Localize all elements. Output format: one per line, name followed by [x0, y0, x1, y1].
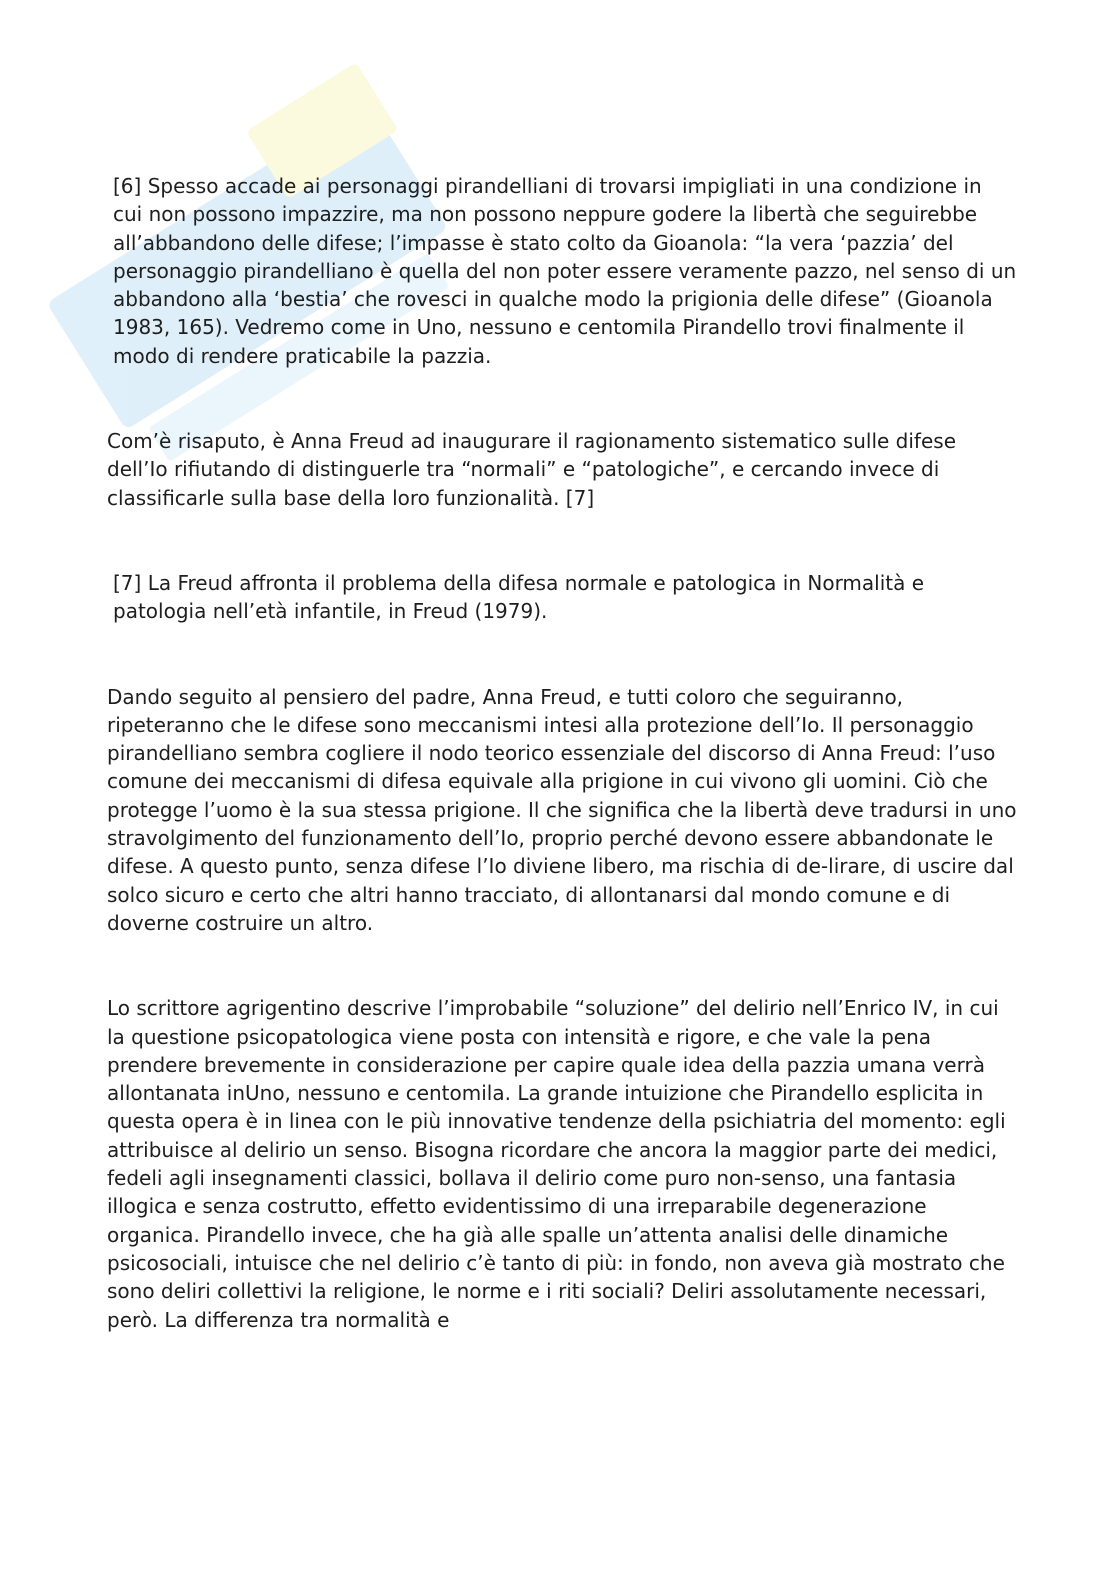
document-body	[107, 172, 1017, 1334]
paragraph-enrico-iv: Lo scrittore agrigentino descrive l’improbabile “soluzione” del delirio nell’Enrico IV, in cui la questione psicopatologica viene posta con intensità e rigore, e che vale la pena prendere brevemente in considerazione per capire quale idea della pazzia umana verrà allontanata inUno, nessuno e centomila. La grande intuizione che Pirandello esplicita in questa opera è in linea con le più innovative tendenze della psichiatria del momento: egli attribuisce al delirio un senso. Bisogna ricordare che ancora la maggior parte dei medici, fedeli agli insegnamenti classici, bollava il delirio come puro non-senso, una fantasia illogica e senza costrutto, effetto evidentissimo di una irreparabile degenerazione organica. Pirandello invece, che ha già alle spalle un’attenta analisi delle dinamiche psicosociali, intuisce che nel delirio c’è tanto di più: in fondo, non aveva già mostrato che sono deliri collettivi la religione, le norme e i riti sociali? Deliri assolutamente necessari, però. La differenza tra normalità e	[107, 996, 1006, 1332]
paragraph-difese-io: Dando seguito al pensiero del padre, Anna Freud, e tutti coloro che seguiranno, ripeteranno che le difese sono meccanismi intesi alla protezione dell’Io. Il personaggio pirandelliano sembra cogliere il nodo teorico essenziale del discorso di Anna Freud: l’uso comune dei meccanismi di difesa equivale alla prigione in cui vivono gli uomini. Ciò che protegge l’uomo è la sua stessa prigione. Il che significa che la libertà deve tradursi in uno stravolgimento del funzionamento dell’Io, proprio perché devono essere abbandonate le difese. A questo punto, senza difese l’Io diviene libero, ma rischia di de-lirare, di uscire dal solco sicuro e certo che altri hanno tracciato, di allontanarsi dal mondo comune e di doverne costruire un altro.	[107, 684, 1017, 935]
footnote-7: [7] La Freud affronta il problema della difesa normale e patologica in Normalità e patologia nell’età infantile, in Freud (1979).	[113, 570, 925, 624]
footnote-6: [6] Spesso accade ai personaggi pirandelliani di trovarsi impigliati in una condizione in cui non possono impazzire, ma non possono neppure godere la libertà che seguirebbe all’abbandono delle difese; l’impasse è stato colto da Gioanola: “la vera ‘pazzia’ del personaggio pirandelliano è quella del non poter essere veramente pazzo, nel senso di un abbandono alla ‘bestia’ che rovesci in qualche modo la prigionia delle difese” (Gioanola 1983, 165). Vedremo come in Uno, nessuno e centomila Pirandello trovi finalmente il modo di rendere praticabile la pazzia.	[113, 174, 1017, 368]
paragraph-anna-freud: Com’è risaputo, è Anna Freud ad inaugurare il ragionamento sistematico sulle difese dell’Io rifiutando di distinguerle tra “normali” e “patologiche”, e cercando invece di classificarle sulla base della loro funzionalità. [7]	[107, 429, 956, 510]
